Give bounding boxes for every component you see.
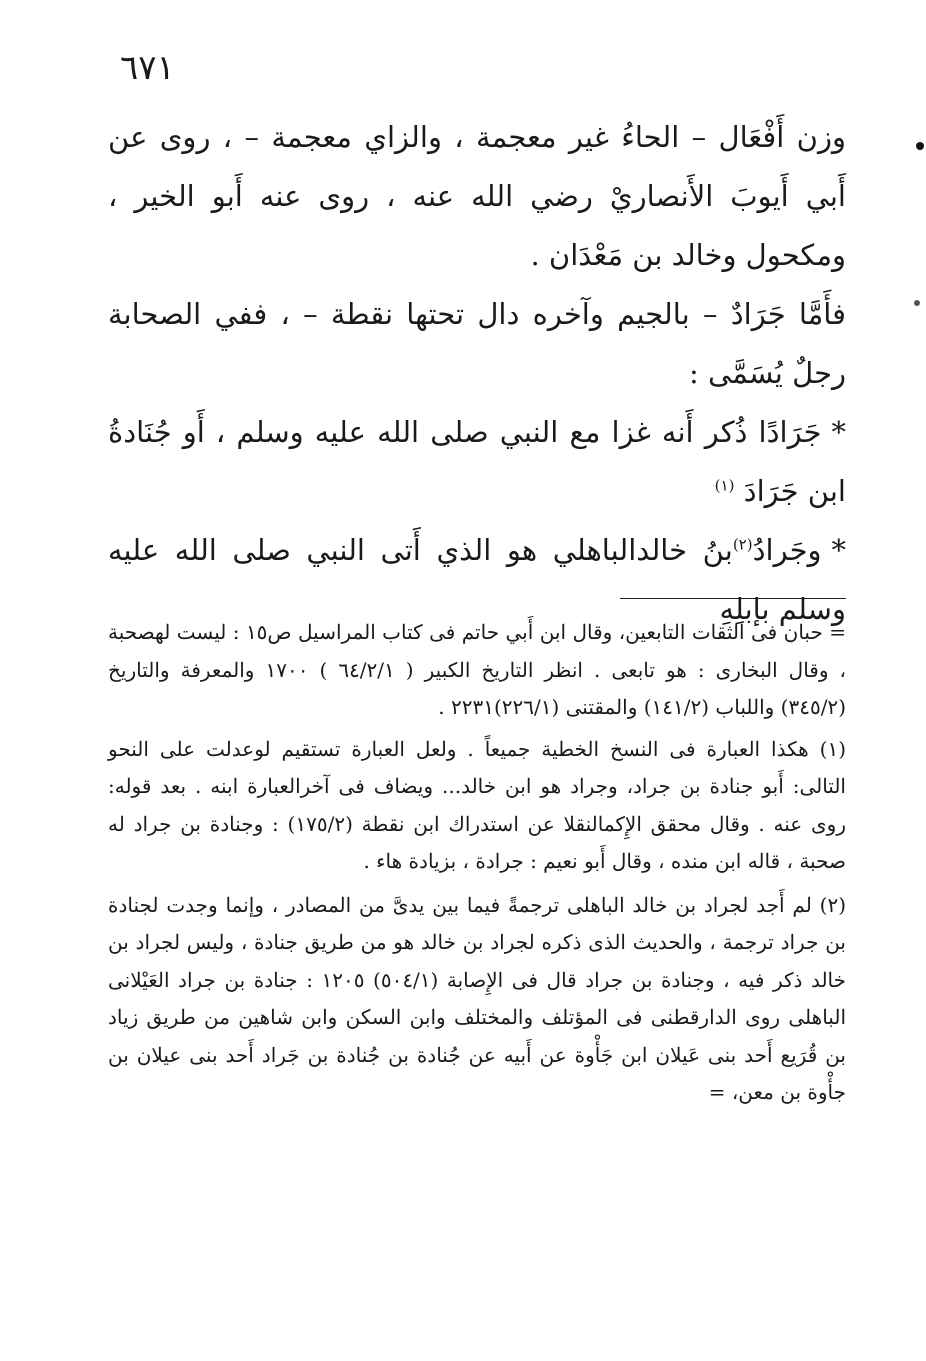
entry-bullet: * <box>831 533 846 567</box>
footnote-2: (٢) لم أَجد لجراد بن خالد الباهلى ترجمةً فيما بين يدىَّ من المصادر ، وإنما وجدت لجنادة بن جراد ترجمة ، والحديث الذى ذكره لجراد بن خالد هو من طريق جنادة ، وليس لجراد بن خالد ذكر فيه ، وجنادة بن جراد قال فى الإِصابة (٥٠٤/١) ١٢٠٥ : جنادة بن جراد العَيْلانى الباهلى روى الدارقطنى فى المؤتلف والمختلف وابن السكن وابن شاهين من طريق زياد بن قُرَيع أَحد بنى عَيلان ابن جَأْوة عن أَبيه عن جُنادة بن جُنادة بن جَراد أَحد بنى عيلان بن جأْوة بن معن، = <box>108 892 847 1104</box>
footnote-1: (١) هكذا العبارة فى النسخ الخطية جميعاً . ولعل العبارة تستقيم لوعدلت على النحو التالى: أَبو جنادة بن جراد، وجراد هو ابن خالد... ويضاف فى آخرالعبارة ابنه . بعد قوله: روى عنه . وقال محقق الإِكمالنقلا عن استدراك ابن نقطة (١٧٥/٢) : وجنادة بن جراد له صحبة ، قاله ابن منده ، وقال أَبو نعيم : جرادة ، بزيادة هاء . <box>108 736 846 873</box>
margin-dot-mark <box>914 300 920 306</box>
entry-bullet: * <box>831 415 846 449</box>
entry-text: بنُ خالدالباهلي هو الذي أَتى النبي صلى الله عليه وسلم بإبلِهِ <box>108 533 846 626</box>
body-paragraph: فأَمَّا جَرَادٌ – بالجيم وآخره دال تحتها نقطة – ، ففي الصحابة رجلٌ يُسَمَّى : <box>108 297 846 390</box>
footnote-ref[interactable]: (١) <box>714 476 735 495</box>
footnote-divider <box>620 598 846 599</box>
entry-text: جَرَادًا ذُكر أَنه غزا مع النبي صلى الله عليه وسلم ، أَو جُنَادةُ ابن جَرَادَ <box>108 415 846 508</box>
page-number: ٦٧١ <box>120 48 175 88</box>
footnote-ref[interactable]: (٢) <box>732 535 753 554</box>
entry-text: وجَرادُ <box>752 533 822 567</box>
body-paragraph: وزن أَفْعَال – الحاءُ غير معجمة ، والزاي معجمة – ، روى عن أَبي أَيوبَ الأَنصاريْ رضي الله عنه ، روى عنه أَبو الخير ، ومكحول وخالد بن مَعْدَان . <box>108 120 846 272</box>
entry-jarad <box>108 403 846 521</box>
footnotes-section <box>108 614 846 1118</box>
footnote-continuation: = حبان فى الثقات التابعين، وقال ابن أَبي حاتم فى كتاب المراسيل ص١٥ : ليست لهصحبة ، وقال البخارى : هو تابعى . انظر التاريخ الكبير ( ٦٤/٢/١ ) ١٧٠٠ والمعرفة والتاريخ (٣٤٥/٢) واللباب (١٤١/٢) والمقتنى (٢٢٦/١)٢٢٣١ . <box>108 620 847 719</box>
margin-dot-mark <box>916 142 924 150</box>
main-text <box>108 108 846 639</box>
